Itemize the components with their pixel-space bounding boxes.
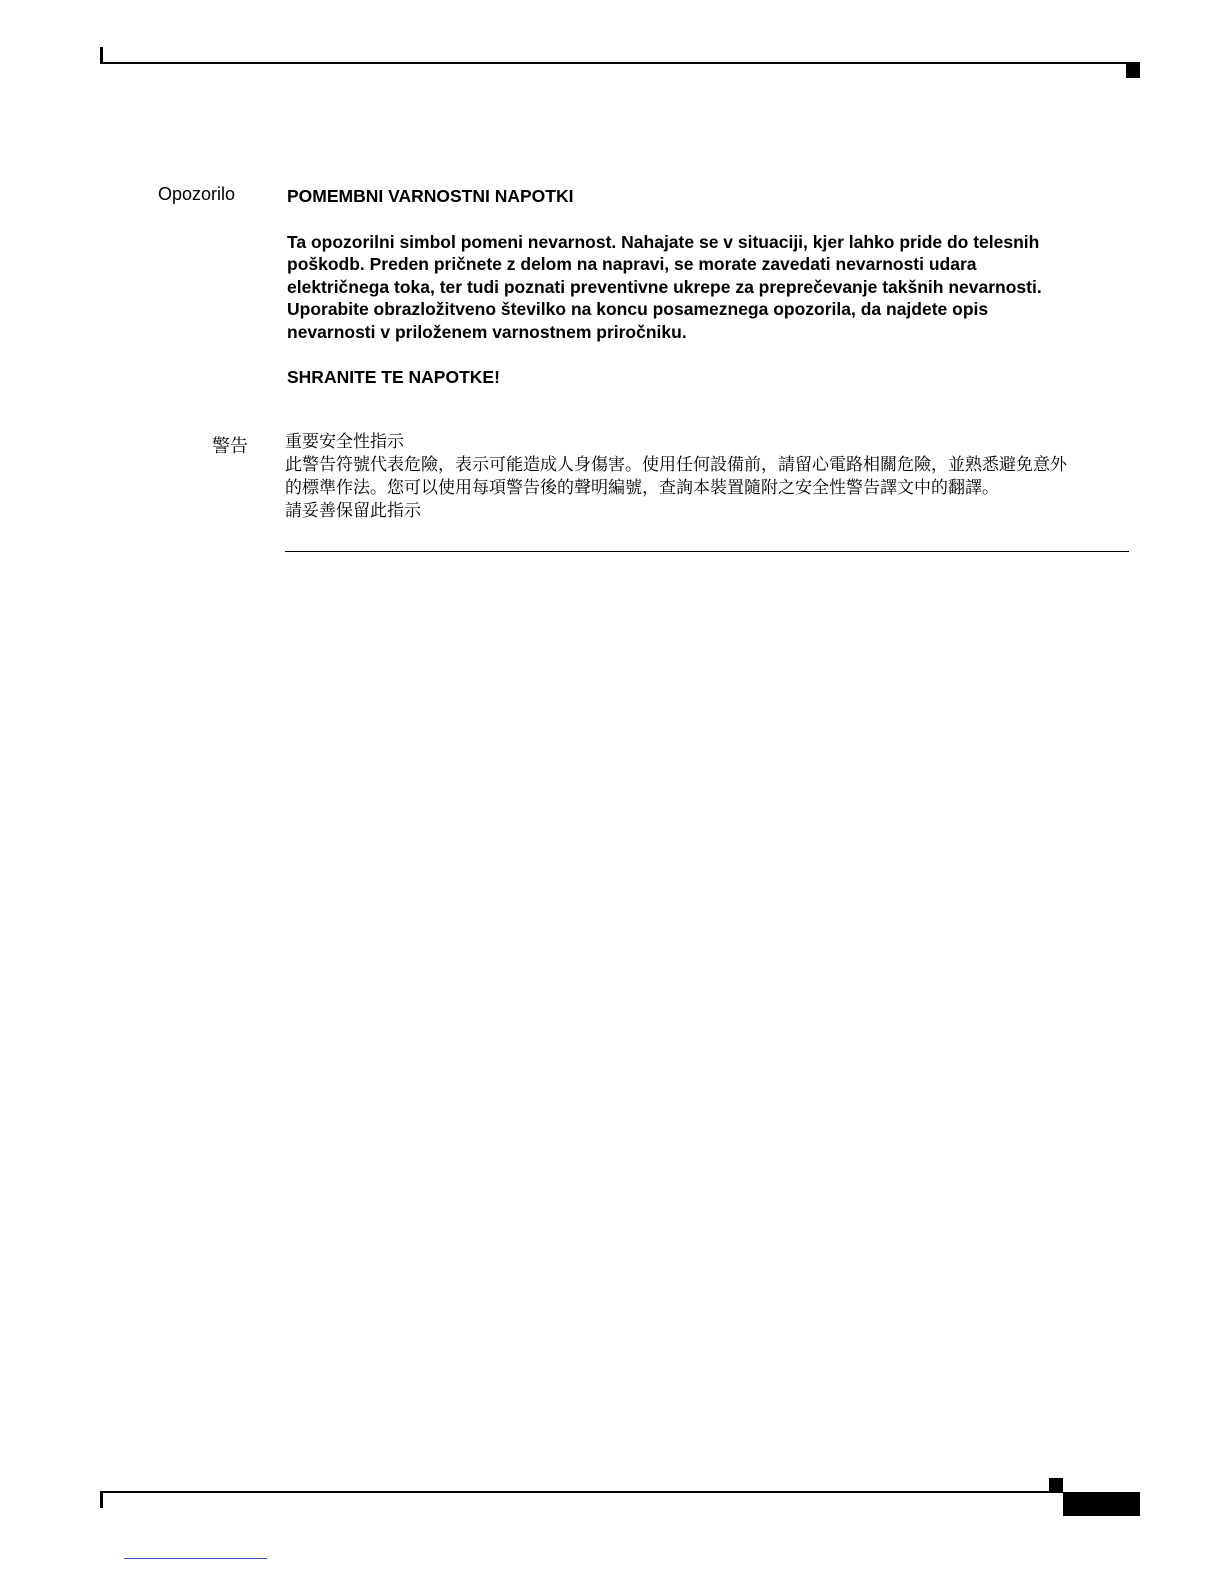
warning-title: POMEMBNI VARNOSTNI NAPOTKI xyxy=(287,186,574,206)
warning-label-slovenian: Opozorilo xyxy=(158,184,236,204)
warning-footer: SHRANITE TE NAPOTKE! xyxy=(287,367,500,387)
header-corner-marker xyxy=(1126,64,1140,78)
warning-block-slovenian xyxy=(287,185,1132,412)
warning-body-line: Uporabite obrazložitveno številko na koncu posameznega opozorila, da najdete opis xyxy=(287,299,989,319)
footer-margin-tick xyxy=(100,1493,103,1508)
footer-rule xyxy=(100,1491,1063,1493)
warning-label-chinese: 警告 xyxy=(212,436,248,456)
warning-footer: 請妥善保留此指示 xyxy=(285,501,421,521)
warning-body-line: poškodb. Preden pričnete z delom na napravi, se morate zavedati nevarnosti udara xyxy=(287,254,977,274)
footer-link-underline[interactable] xyxy=(124,1558,267,1559)
warning-body-line: 此警告符號代表危險，表示可能造成人身傷害。使用任何設備前，請留心電路相關危險，並熟悉避免意外 xyxy=(285,455,1067,475)
warning-body-line: 的標準作法。您可以使用每項警告後的聲明編號，查詢本裝置隨附之安全性警告譯文中的翻譯。 xyxy=(285,478,999,498)
footer-corner-marker xyxy=(1049,1478,1063,1492)
warning-block-chinese xyxy=(285,431,1135,523)
warning-body-line: električnega toka, ter tudi poznati preventivne ukrepe za preprečevanje takšnih nevarnosti. xyxy=(287,276,1042,297)
warning-title: 重要安全性指示 xyxy=(285,432,404,452)
warning-body-line: nevarnosti v priloženem varnostnem priročniku. xyxy=(287,321,687,342)
page-number-block xyxy=(1063,1492,1140,1516)
header-rule xyxy=(100,62,1140,64)
section-end-rule xyxy=(285,551,1129,552)
warning-body-line: Ta opozorilni simbol pomeni nevarnost. Nahajate se v situaciji, kjer lahko pride do telesnih xyxy=(287,231,1040,252)
warning-body xyxy=(287,231,1132,344)
